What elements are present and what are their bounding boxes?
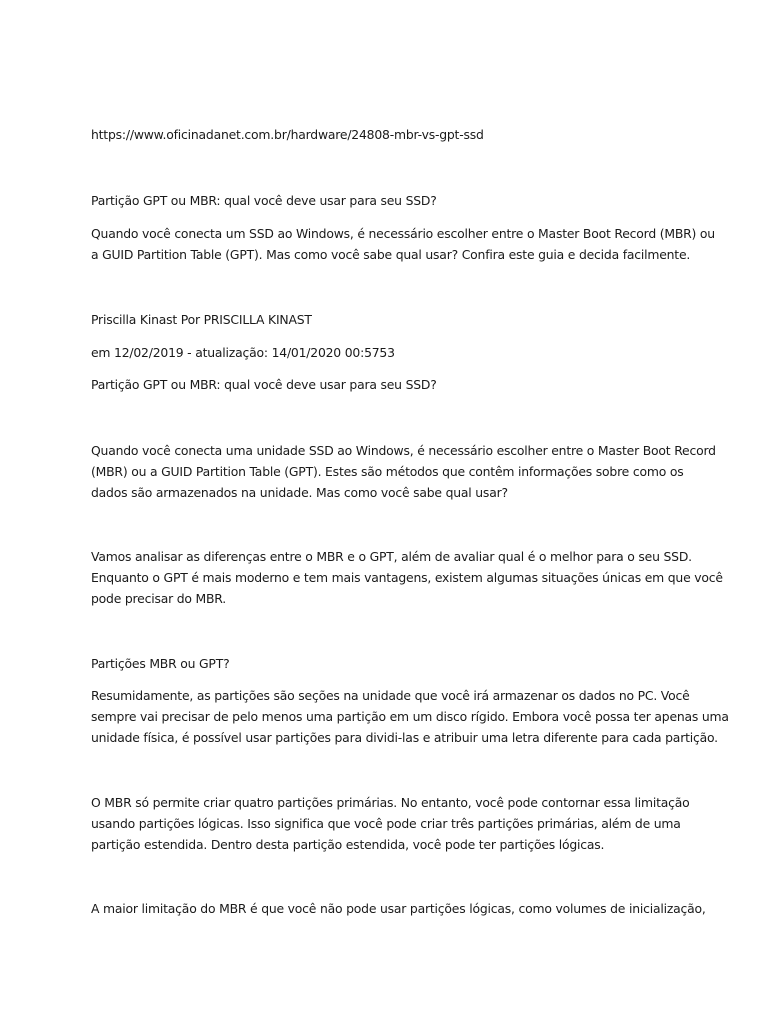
- paragraph-1-line-2: (MBR) ou a GUID Partition Table (GPT). Estes são métodos que contêm informações sobre como os: [91, 464, 684, 479]
- source-url: https://www.oficinadanet.com.br/hardware/24808-mbr-vs-gpt-ssd: [91, 127, 484, 142]
- paragraph-3-line-3: unidade física, é possível usar partições para dividi-las e atribuir uma letra diferente para cada partição.: [91, 730, 718, 745]
- paragraph-2-line-3: pode precisar do MBR.: [91, 591, 227, 606]
- article-title-repeat: Partição GPT ou MBR: qual você deve usar para seu SSD?: [91, 377, 437, 392]
- paragraph-1-line-1: Quando você conecta uma unidade SSD ao Windows, é necessário escolher entre o Master Boot Record: [91, 443, 716, 458]
- paragraph-4-line-3: partição estendida. Dentro desta partição estendida, você pode ter partições lógicas.: [91, 837, 605, 852]
- date-line: em 12/02/2019 - atualização: 14/01/2020 00:5753: [91, 345, 395, 360]
- paragraph-4-line-1: O MBR só permite criar quatro partições primárias. No entanto, você pode contornar essa limitação: [91, 795, 690, 810]
- intro-line-1: Quando você conecta um SSD ao Windows, é necessário escolher entre o Master Boot Record (MBR) ou: [91, 226, 715, 241]
- author-line: Priscilla Kinast Por PRISCILLA KINAST: [91, 312, 312, 327]
- intro-line-2: a GUID Partition Table (GPT). Mas como você sabe qual usar? Confira este guia e decida facilmente.: [91, 247, 691, 262]
- paragraph-2-line-1: Vamos analisar as diferenças entre o MBR e o GPT, além de avaliar qual é o melhor para o seu SSD.: [91, 549, 692, 564]
- paragraph-2-line-2: Enquanto o GPT é mais moderno e tem mais vantagens, existem algumas situações únicas em que você: [91, 570, 723, 585]
- paragraph-3-line-2: sempre vai precisar de pelo menos uma partição em um disco rígido. Embora você possa ter apenas uma: [91, 709, 729, 724]
- paragraph-1-line-3: dados são armazenados na unidade. Mas como você sabe qual usar?: [91, 485, 508, 500]
- paragraph-3-line-1: Resumidamente, as partições são seções na unidade que você irá armazenar os dados no PC. Você: [91, 688, 690, 703]
- article-title: Partição GPT ou MBR: qual você deve usar para seu SSD?: [91, 193, 437, 208]
- section-subheading: Partições MBR ou GPT?: [91, 656, 230, 671]
- paragraph-5-line-1: A maior limitação do MBR é que você não pode usar partições lógicas, como volumes de inicialização,: [91, 901, 706, 916]
- paragraph-4-line-2: usando partições lógicas. Isso significa que você pode criar três partições primárias, além de uma: [91, 816, 681, 831]
